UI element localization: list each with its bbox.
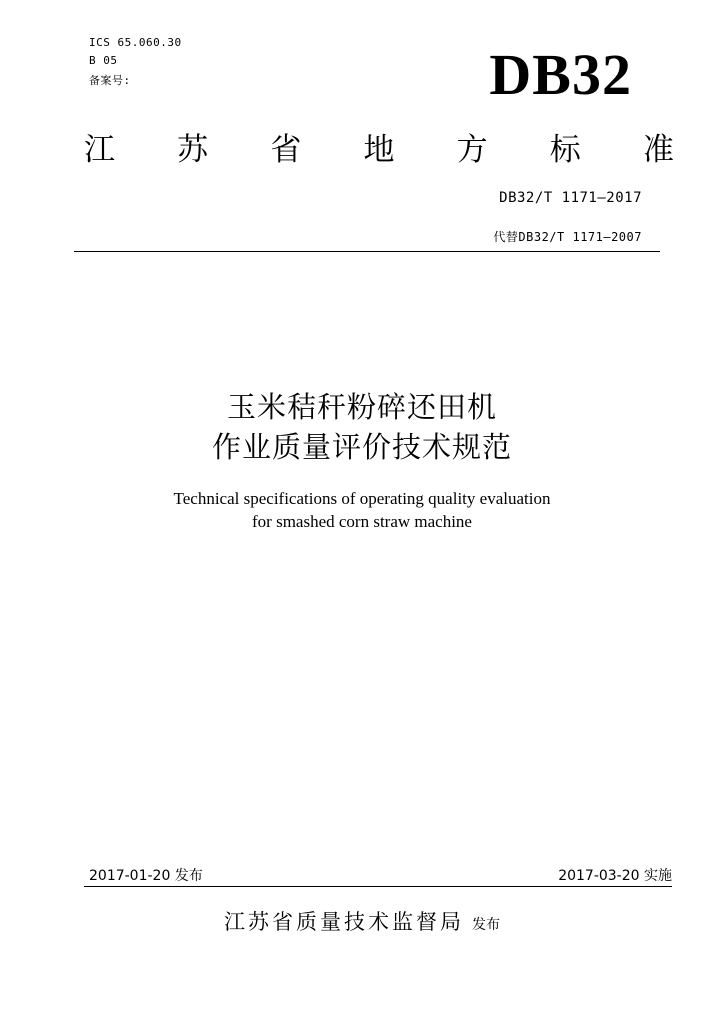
publisher-name: 江苏省质量技术监督局	[224, 910, 464, 934]
standard-code-logo: DB32	[489, 42, 632, 107]
issue-date: 2017-01-20 发布	[89, 868, 203, 884]
publish-label: 发布	[472, 917, 500, 933]
chinese-title-line-2: 作业质量评价技术规范	[211, 430, 512, 464]
title-char: 苏	[177, 132, 209, 168]
title-char: 江	[84, 132, 115, 168]
title-char: 准	[642, 132, 674, 168]
publisher-line	[0, 906, 724, 936]
replaces-standard: 代替DB32/T 1171—2007	[493, 230, 642, 244]
english-title-line-1: Technical specifications of operating quality evaluation	[173, 489, 551, 508]
title-char: 地	[363, 132, 395, 168]
footer-divider	[84, 886, 672, 887]
record-number-label: 备案号:	[89, 74, 131, 87]
standard-type-title	[84, 130, 674, 170]
ics-code: ICS 65.060.30	[89, 36, 182, 49]
english-title-line-2: for smashed corn straw machine	[252, 512, 472, 531]
title-char: 标	[549, 132, 581, 168]
title-char: 方	[456, 132, 488, 168]
implementation-date: 2017-03-20 实施	[558, 868, 672, 884]
chinese-title-line-1: 玉米秸秆粉碎还田机	[226, 390, 497, 424]
ccs-code: B 05	[89, 54, 118, 67]
title-char: 省	[270, 132, 302, 168]
standard-number: DB32/T 1171—2017	[499, 190, 642, 206]
header-divider	[74, 251, 660, 252]
